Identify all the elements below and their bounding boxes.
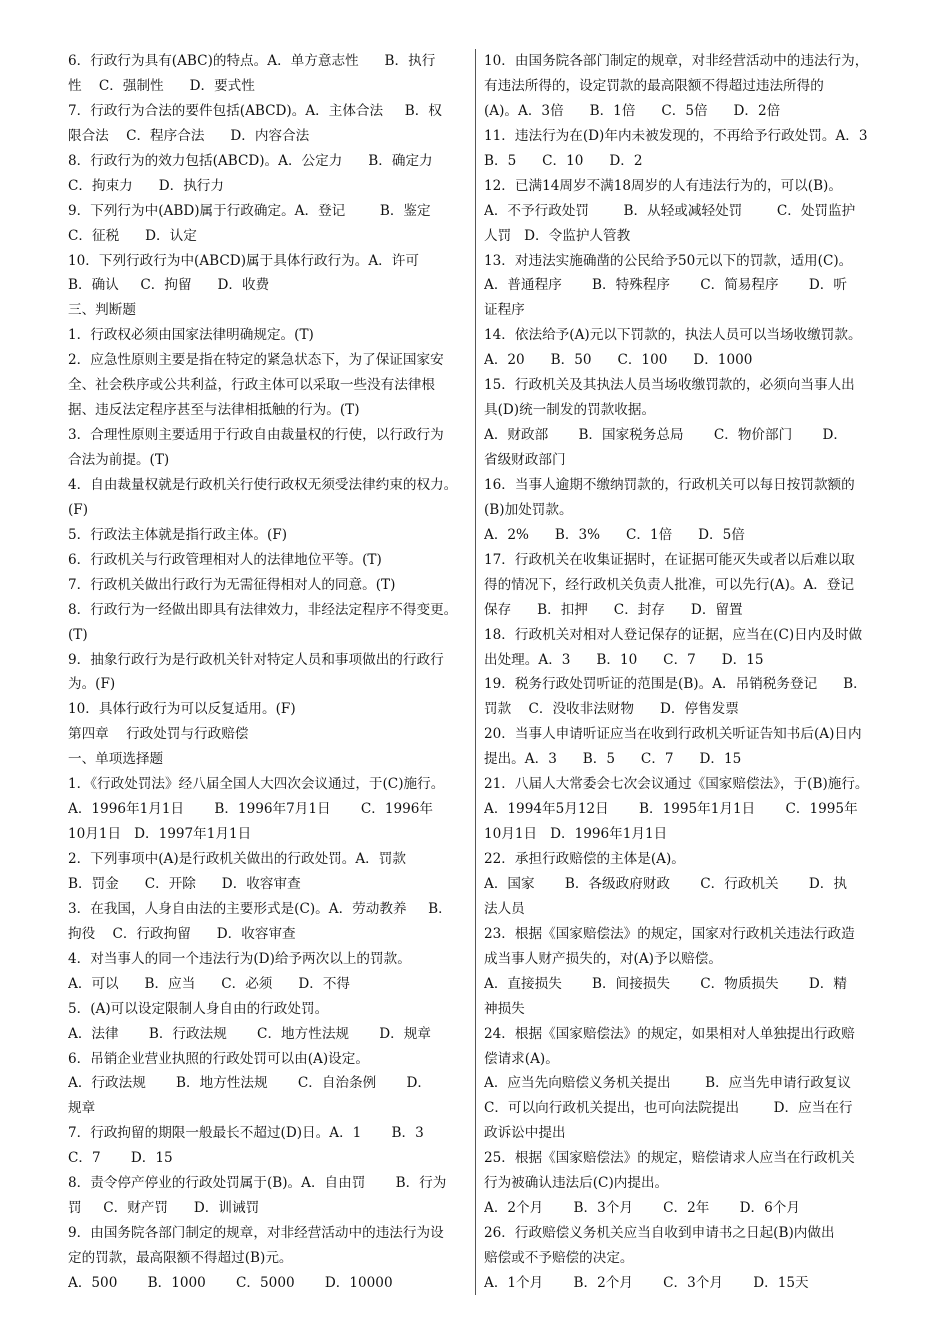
text-line: 1．《行政处罚法》经八届全国人大四次会议通过，于(C)施行。 <box>68 776 445 793</box>
text-line: 规章 <box>68 1100 96 1117</box>
text-line: A．不予行政处罚 B．从轻或减轻处罚 C．处罚监护 <box>484 202 856 219</box>
text-line: (B)加处罚款。 <box>484 501 573 518</box>
text-line: A．直接损失 B．间接损失 C．物质损失 D．精 <box>484 975 847 992</box>
text-line: 21．八届人大常委会七次会议通过《国家赔偿法》，于(B)施行。 <box>484 776 869 793</box>
text-line: 4．对当事人的同一个违法行为(D)给予两次以上的罚款。 <box>68 950 411 967</box>
text-line: 神损失 <box>484 1000 525 1017</box>
text-line: 罚 C．财产罚 D．训诫罚 <box>68 1200 260 1217</box>
text-line: A．1个月 B．2个月 C．3个月 D．15天 <box>484 1274 809 1291</box>
text-line: (A)。A．3倍 B．1倍 C．5倍 D．2倍 <box>484 102 781 119</box>
column-divider <box>475 49 476 1295</box>
text-line: 拘役 C．行政拘留 D．收容审查 <box>68 925 296 942</box>
text-line: 一、单项选择题 <box>68 751 164 768</box>
text-line: 20．当事人申请听证应当在收到行政机关听证告知书后(A)日内 <box>484 726 862 743</box>
text-line: 10．具体行政行为可以反复适用。(F) <box>68 701 296 718</box>
text-line: 罚款 C．没收非法财物 D．停售发票 <box>484 701 739 718</box>
text-line: 6．行政机关与行政管理相对人的法律地位平等。(T) <box>68 551 382 568</box>
text-line: 3．合理性原则主要适用于行政自由裁量权的行使，以行政行为 <box>68 427 444 444</box>
text-line: 16．当事人逾期不缴纳罚款的，行政机关可以每日按罚款额的 <box>484 476 855 493</box>
text-line: 行为被确认违法后(C)内提出。 <box>484 1175 669 1192</box>
text-line: 9．由国务院各部门制定的规章，对非经营活动中的违法行为设 <box>68 1225 444 1242</box>
text-line: A．普通程序 B．特殊程序 C．简易程序 D．听 <box>484 277 847 294</box>
text-line: 12．已满14周岁不满18周岁的人有违法行为的，可以(B)。 <box>484 177 842 194</box>
text-line: 1．行政权必须由国家法律明确规定。(T) <box>68 327 314 344</box>
text-line: A．应当先向赔偿义务机关提出 B．应当先申请行政复议 <box>484 1075 852 1092</box>
text-line: 提出。A．3 B．5 C．7 D．15 <box>484 751 742 768</box>
text-line: 第四章 行政处罚与行政赔偿 <box>68 726 249 743</box>
text-line: 8．责令停产停业的行政处罚属于(B)。A．自由罚 B．行为 <box>68 1175 447 1192</box>
left-column <box>68 49 468 1296</box>
text-line: 限合法 C．程序合法 D．内容合法 <box>68 127 310 144</box>
text-line: A．1994年5月12日 B．1995年1月1日 C．1995年 <box>484 801 858 818</box>
text-line: A．2个月 B．3个月 C．2年 D．6个月 <box>484 1200 800 1217</box>
text-line: 法人员 <box>484 900 525 917</box>
text-line: 6．行政行为具有(ABC)的特点。A．单方意志性 B．执行 <box>68 53 436 69</box>
text-line: 9．抽象行政行为是行政机关针对特定人员和事项做出的行政行 <box>68 651 444 668</box>
text-line: A．法律 B．行政法规 C．地方性法规 D．规章 <box>68 1025 431 1042</box>
text-line: 8．行政行为的效力包括(ABCD)。A．公定力 B．确定力 <box>68 152 433 169</box>
text-line: 成当事人财产损失的，对(A)予以赔偿。 <box>484 950 722 967</box>
text-line: B．罚金 C．开除 D．收容审查 <box>68 875 301 892</box>
text-line: 有违法所得的，设定罚款的最高限额不得超过违法所得的 <box>484 77 824 94</box>
text-line: A．国家 B．各级政府财政 C．行政机关 D．执 <box>484 875 847 892</box>
text-line: 10月1日 D．1996年1月1日 <box>484 826 668 843</box>
text-line: 19．税务行政处罚听证的范围是(B)。A．吊销税务登记 B． <box>484 676 867 693</box>
text-line: 偿请求(A)。 <box>484 1050 559 1067</box>
text-line: 13．对违法实施确凿的公民给予50元以下的罚款，适用(C)。 <box>484 252 853 269</box>
text-line: 2．应急性原则主要是指在特定的紧急状态下，为了保证国家安 <box>68 352 444 369</box>
text-line: 2．下列事项中(A)是行政机关做出的行政处罚。A．罚款 <box>68 851 406 867</box>
text-line: A．20 B．50 C．100 D．1000 <box>484 352 753 369</box>
text-line: A．财政部 B．国家税务总局 C．物价部门 D． <box>484 427 847 444</box>
text-line: (F) <box>68 501 89 518</box>
text-line: 10月1日 D．1997年1月1日 <box>68 826 252 843</box>
text-line: 8．行政行为一经做出即具有法律效力，非经法定程序不得变更。 <box>68 601 458 618</box>
text-line: 10．下列行政行为中(ABCD)属于具体行政行为。A．许可 <box>68 252 419 269</box>
text-line: A．500 B．1000 C．5000 D．10000 <box>68 1274 393 1291</box>
text-line: A．2% B．3% C．1倍 D．5倍 <box>484 526 745 543</box>
text-line: 具(D)统一制发的罚款收据。 <box>484 402 656 419</box>
text-line: (T) <box>68 626 88 643</box>
text-line: 保存 B．扣押 C．封存 D．留置 <box>484 601 743 618</box>
text-line: A．可以 B．应当 C．必须 D．不得 <box>68 975 351 992</box>
text-line: 省级财政部门 <box>484 452 566 468</box>
text-line: 人罚 D．令监护人管教 <box>484 227 631 244</box>
text-line: 14．依法给予(A)元以下罚款的，执法人员可以当场收缴罚款。 <box>484 327 862 344</box>
text-line: 15．行政机关及其执法人员当场收缴罚款的，必须向当事人出 <box>484 377 855 394</box>
text-line: C．拘束力 D．执行力 <box>68 177 224 194</box>
text-line: 11．违法行为在(D)年内未被发现的，不再给予行政处罚。A．3 <box>484 127 868 144</box>
text-line: 10．由国务院各部门制定的规章，对非经营活动中的违法行为， <box>484 53 869 69</box>
text-line: 7．行政拘留的期限一般最长不超过(D)日。A．1 B．3 <box>68 1125 424 1142</box>
text-line: 23．根据《国家赔偿法》的规定，国家对行政机关违法行政造 <box>484 925 855 942</box>
text-line: 为。(F) <box>68 676 116 693</box>
text-line: A．行政法规 B．地方性法规 C．自治条例 D． <box>68 1075 431 1092</box>
text-line: 25．根据《国家赔偿法》的规定，赔偿请求人应当在行政机关 <box>484 1150 855 1167</box>
text-line: 定的罚款，最高限额不得超过(B)元。 <box>68 1250 293 1266</box>
text-line: 5．(A)可以设定限制人身自由的行政处罚。 <box>68 1000 329 1017</box>
text-line: C．可以向行政机关提出，也可向法院提出 D．应当在行 <box>484 1100 853 1117</box>
text-line: 三、判断题 <box>68 302 136 319</box>
text-line: 性 C．强制性 D．要式性 <box>68 77 255 94</box>
text-line: 7．行政机关做出行政行为无需征得相对人的同意。(T) <box>68 576 396 593</box>
text-line: C．7 D．15 <box>68 1150 173 1167</box>
text-line: 5．行政法主体就是指行政主体。(F) <box>68 526 287 543</box>
text-line: 出处理。A．3 B．10 C．7 D．15 <box>484 651 764 668</box>
text-line: 7．行政行为合法的要件包括(ABCD)。A．主体合法 B．权 <box>68 102 442 119</box>
text-line: 17．行政机关在收集证据时，在证据可能灭失或者以后难以取 <box>484 551 855 568</box>
text-line: 证程序 <box>484 302 525 319</box>
text-line: 合法为前提。(T) <box>68 452 170 468</box>
text-line: 政诉讼中提出 <box>484 1125 566 1142</box>
text-line: A．1996年1月1日 B．1996年7月1日 C．1996年 <box>68 801 434 818</box>
text-line: C．征税 D．认定 <box>68 227 197 244</box>
text-line: 9．下列行为中(ABD)属于行政确定。A．登记 B．鉴定 <box>68 202 431 219</box>
text-line: 26．行政赔偿义务机关应当自收到申请书之日起(B)内做出 <box>484 1225 835 1242</box>
text-line: 3．在我国，人身自由法的主要形式是(C)。A．劳动教养 B． <box>68 900 452 917</box>
text-line: 6．吊销企业营业执照的行政处罚可以由(A)设定。 <box>68 1050 369 1067</box>
text-line: 18．行政机关对相对人登记保存的证据，应当在(C)日内及时做 <box>484 626 863 643</box>
text-line: 得的情况下，经行政机关负责人批准，可以先行(A)。A．登记 <box>484 576 855 593</box>
text-line: 据、违反法定程序甚至与法律相抵触的行为。(T) <box>68 402 360 419</box>
text-line: B．确认 C．拘留 D．收费 <box>68 277 270 294</box>
text-line: 4．自由裁量权就是行政机关行使行政权无须受法律约束的权力。 <box>68 476 458 493</box>
text-line: 24．根据《国家赔偿法》的规定，如果相对人单独提出行政赔 <box>484 1025 855 1042</box>
text-line: 22．承担行政赔偿的主体是(A)。 <box>484 851 685 867</box>
text-line: 赔偿或不予赔偿的决定。 <box>484 1250 634 1266</box>
text-line: 全、社会秩序或公共利益，行政主体可以采取一些没有法律根 <box>68 377 436 394</box>
right-column <box>484 49 886 1296</box>
text-line: B．5 C．10 D．2 <box>484 152 643 169</box>
